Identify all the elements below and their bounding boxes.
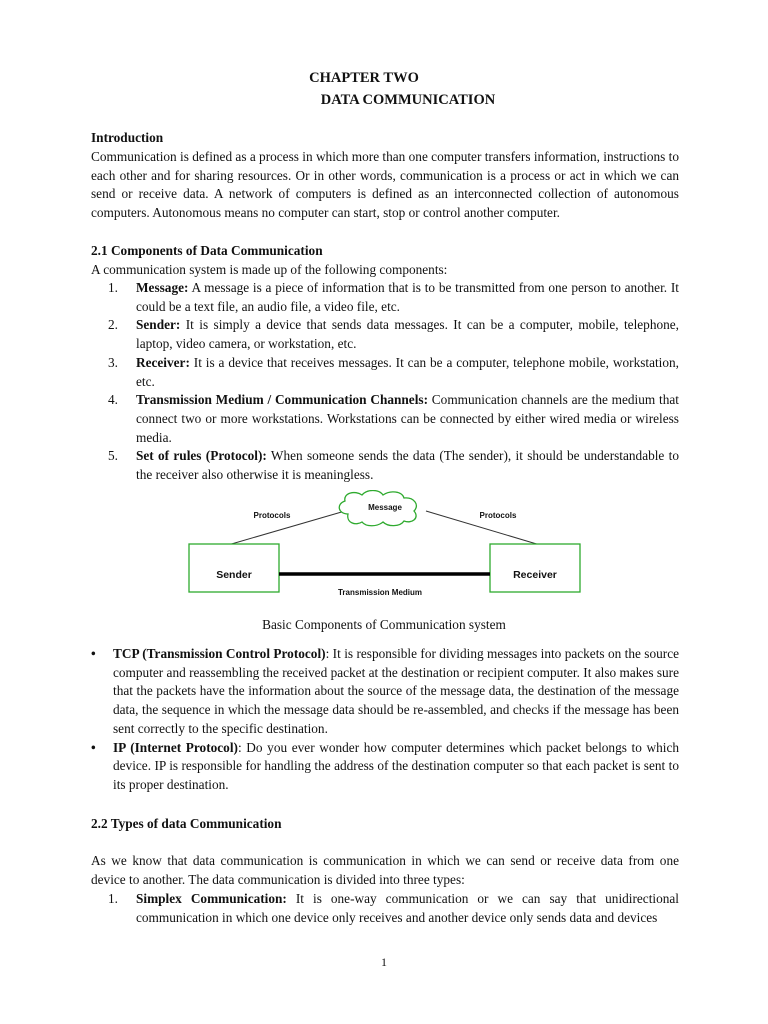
- protocol-bullets: [91, 645, 679, 795]
- bullet-dot: •: [91, 739, 96, 755]
- list-item: 5. Set of rules (Protocol): When someone sends the data (The sender), it should be understandable to the receiver also otherwise it is meaningless.: [108, 448, 679, 483]
- list-item: 1. Message: A message is a piece of information that is to be transmitted from one person to another. It could be a text file, an audio file, a video file, etc.: [108, 280, 679, 314]
- item-text: A message is a piece of information that is to be transmitted from one person to another. It could be a text file, an audio file, a video file, etc.: [136, 280, 679, 314]
- bullet-text: : Do you ever wonder how computer determines which packet belongs to which device. IP is responsible for handling the address of the destination computer so that each packet is sent to its proper destination.: [113, 739, 679, 792]
- types-list: [91, 890, 679, 927]
- page-number: 1: [381, 955, 387, 969]
- list-item: [91, 739, 679, 795]
- item-text: When someone sends the data (The sender), it should be understandable to the receiver also otherwise it is meaningless.: [136, 448, 679, 483]
- item-text: Communication channels are the medium that connect two or more workstations. Workstations can be connected by either wired media or wireless media.: [136, 392, 679, 445]
- list-item: 1. Simplex Communication: It is one-way communication or we can say that unidirectional communication in which one device only receives and another device only sends data and devices: [108, 891, 679, 925]
- list-item: [91, 645, 679, 739]
- intro-paragraph: Communication is defined as a process in which more than one computer transfers information, instructions to each other and for sharing resources. Or in other words, communication is a process or act in which we can send or receive data. A network of computers is defined as an interconnected collection of autonomous computers. Autonomous means no computer can start, stop or control another computer.: [91, 149, 679, 221]
- item-term: Transmission Medium / Communication Channels:: [136, 392, 428, 408]
- protocols-right-label: Protocols: [479, 511, 517, 520]
- list-item: 4. Transmission Medium / Communication Channels: Communication channels are the medium that connect two or more workstations. Workstations can be connected by either wired media or wireless media.: [108, 392, 679, 445]
- item-text: It is one-way communication or we can say that unidirectional communication in which one device only receives and another device only sends data and devices: [136, 891, 679, 925]
- list-item: 3. Receiver: It is a device that receives messages. It can be a computer, telephone mobile, workstation, etc.: [108, 354, 679, 389]
- receiver-label: Receiver: [513, 569, 557, 581]
- diagram-caption: Basic Components of Communication system: [262, 617, 506, 632]
- bullet-text: : It is responsible for dividing messages into packets on the source computer and reassembling the received packet at the destination or recipient computer. It also makes sure that the packets have the information about the source of the message data, the destination of the message data, the sequence in which the message data should be re-assembled, and checks if the message has been sent correctly to the specific destination.: [113, 646, 679, 736]
- item-term: Set of rules (Protocol):: [136, 448, 267, 464]
- section-2-2-heading: 2.2 Types of data Communication: [91, 816, 282, 831]
- chapter-number: CHAPTER TWO: [309, 70, 419, 86]
- communication-diagram: [180, 490, 590, 605]
- section-2-2-paragraph: As we know that data communication is communication in which we can send or receive data from one device to another. The data communication is divided into three types:: [91, 853, 679, 887]
- item-term: Simplex Communication:: [136, 891, 287, 906]
- sender-label: Sender: [216, 569, 252, 581]
- components-list: [91, 279, 679, 485]
- bullet-term: IP (Internet Protocol): [113, 739, 238, 755]
- receiver-box: [490, 544, 580, 592]
- intro-heading: Introduction: [91, 130, 164, 145]
- item-term: Sender:: [136, 317, 181, 333]
- section-2-1-heading: 2.1 Components of Data Communication: [91, 243, 323, 258]
- item-term: Message:: [136, 280, 189, 295]
- item-term: Receiver:: [136, 354, 190, 370]
- sender-box: [189, 544, 279, 592]
- transmission-medium-label: Transmission Medium: [337, 588, 423, 597]
- chapter-title: DATA COMMUNICATION: [320, 92, 496, 108]
- communication-diagram-svg: [180, 490, 590, 605]
- protocols-left-label: Protocols: [253, 511, 291, 520]
- bullet-term: TCP (Transmission Control Protocol): [113, 646, 326, 661]
- section-2-1-lead: A communication system is made up of the following components:: [91, 262, 448, 277]
- item-text: It is a device that receives messages. It can be a computer, telephone mobile, workstation, etc.: [136, 354, 679, 389]
- item-text: It is simply a device that sends data messages. It can be a computer, mobile, telephone, laptop, video camera, or workstation, etc.: [136, 317, 679, 352]
- message-label: Message: [368, 503, 402, 512]
- bullet-dot: •: [91, 646, 96, 661]
- list-item: 2. Sender: It is simply a device that sends data messages. It can be a computer, mobile, telephone, laptop, video camera, or workstation, etc.: [108, 317, 679, 352]
